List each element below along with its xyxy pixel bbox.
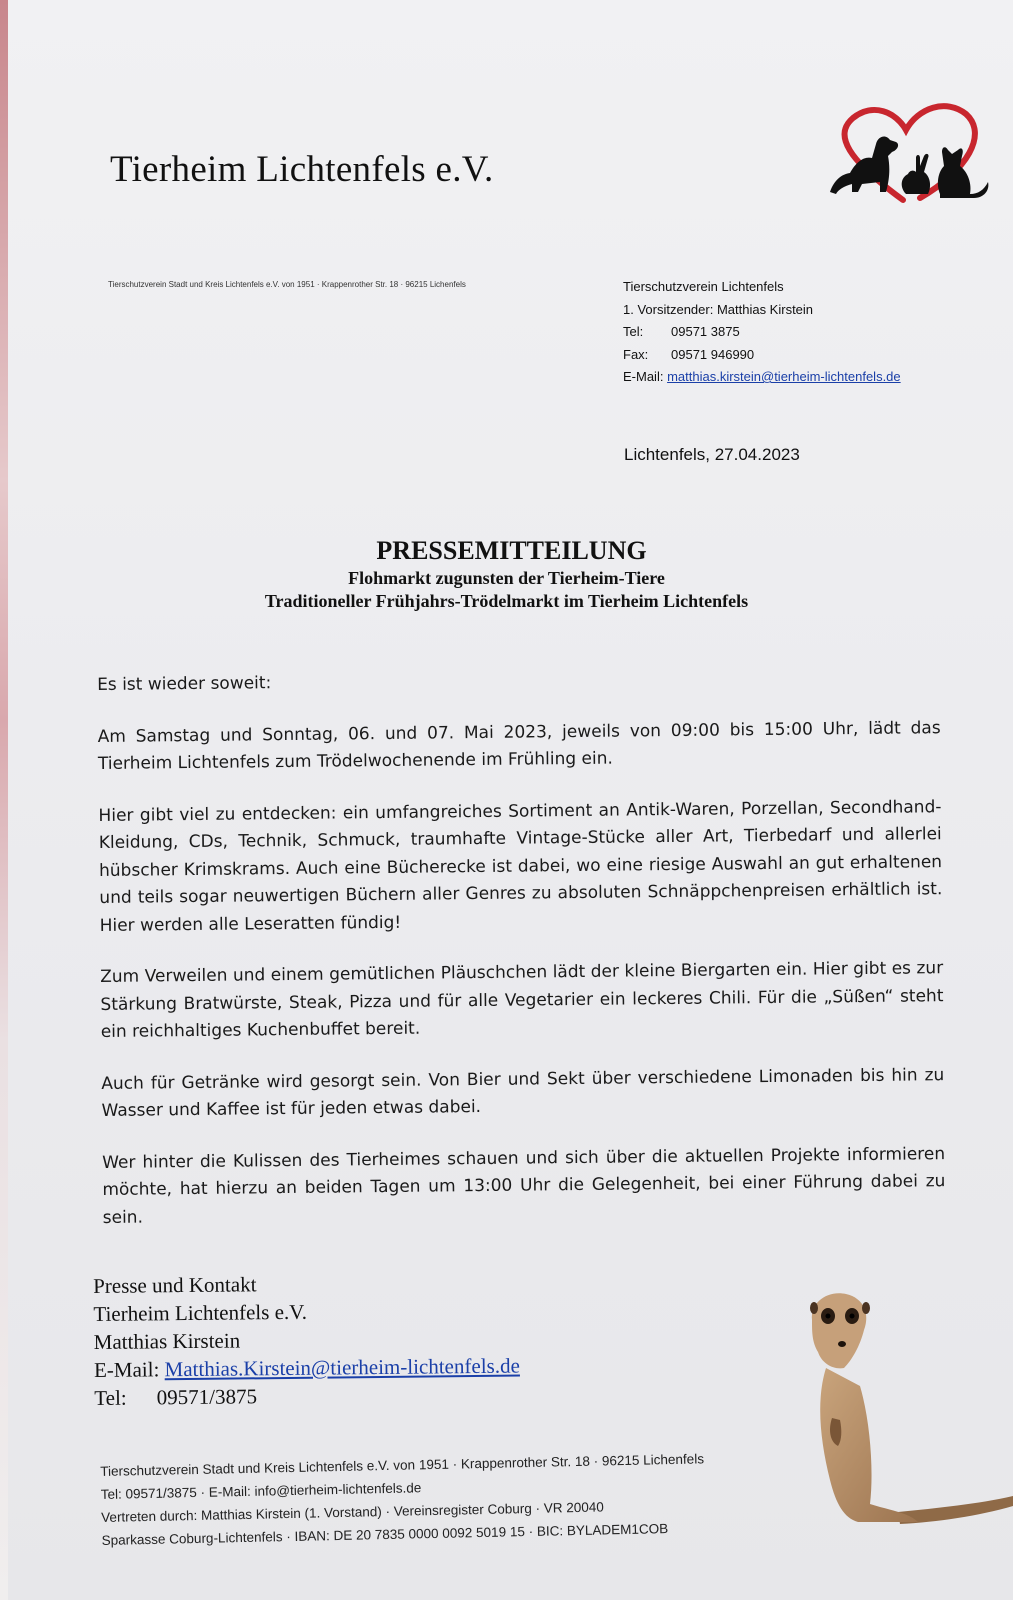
heart-with-dog-cat-rabbit-logo-icon	[828, 100, 998, 210]
paragraph: Am Samstag und Sonntag, 06. und 07. Mai 2023, jeweils von 09:00 bis 15:00 Uhr, lädt das Tierheim Lichtenfels zum Trödelwochenende im Frühling ein.	[97, 717, 941, 774]
org-title: Tierheim Lichtenfels e.V.	[110, 149, 494, 190]
contact-fax-row	[623, 344, 901, 367]
paragraph: Es ist wieder soweit:	[97, 673, 272, 695]
press-release-subtitle-2: Traditioneller Frühjahrs-Trödelmarkt im Tierheim Lichtenfels	[264, 591, 749, 611]
footer-line: Tierschutzverein Stadt und Kreis Lichtenfels e.V. von 1951 · Krappenrother Str. 18 · 96215 Lichenfels	[100, 1451, 705, 1479]
press-contact-org: Tierheim Lichtenfels e.V.	[93, 1299, 308, 1326]
contact-org: Tierschutzverein Lichtenfels	[623, 279, 784, 294]
tel-label: Tel:	[623, 324, 644, 339]
footer-line: Tel: 09571/3875 · E-Mail: info@tierheim-lichtenfels.de	[100, 1480, 422, 1502]
page-edge-shadow	[0, 0, 8, 1600]
contact-tel-row	[623, 321, 901, 344]
paragraph: Wer hinter die Kulissen des Tierheimes schauen und sich über die aktuellen Projekte informieren möchte, hat hierzu an beiden Tagen um 13:00 Uhr die Gelegenheit, bei einer Führung dabei zu sein.	[102, 1143, 946, 1228]
contact-email-row	[623, 366, 901, 389]
press-email-label: E-Mail:	[93, 1357, 160, 1382]
contact-block	[623, 276, 901, 389]
press-contact-email-row	[94, 1352, 520, 1384]
press-contact-heading: Presse und Kontakt	[93, 1272, 257, 1298]
footer-line: Sparkasse Coburg-Lichtenfels · IBAN: DE 20 7835 0000 0092 5019 15 · BIC: BYLADEM1COB	[101, 1521, 669, 1548]
paragraph: Zum Verweilen und einem gemütlichen Pläuschchen lädt der kleine Biergarten ein. Hier gibt es zur Stärkung Bratwürste, Steak, Pizza und für alle Vegetarier ein leckeres Chili. Für die „Süßen“ steht ein reichhaltiges Kuchenbuffet bereit.	[100, 958, 944, 1042]
tel-value: 09571 3875	[671, 324, 740, 339]
press-contact-block	[93, 1268, 520, 1412]
press-tel-value: 09571/3875	[156, 1384, 258, 1410]
footer-line: Vertreten durch: Matthias Kirstein (1. Vorstand) · Vereinsregister Coburg · VR 20040	[101, 1499, 605, 1525]
press-email-link[interactable]: Matthias.Kirstein@tierheim-lichtenfels.de	[164, 1353, 520, 1382]
paragraph: Auch für Getränke wird gesorgt sein. Von Bier und Sekt über verschiedene Limonaden bis hin zu Wasser und Kaffee ist für jeden etwas dabei.	[101, 1064, 945, 1121]
contact-chair: 1. Vorsitzender: Matthias Kirstein	[623, 301, 814, 317]
footer	[100, 1447, 706, 1552]
email-label: E-Mail:	[623, 369, 664, 384]
fax-label: Fax:	[623, 346, 649, 362]
meerkat-photo-icon	[808, 1290, 1013, 1540]
press-release-title: PRESSEMITTEILUNG	[376, 536, 647, 565]
paragraph: Hier gibt viel zu entdecken: ein umfangreiches Sortiment an Antik-Waren, Porzellan, Secondhand-Kleidung, CDs, Technik, Schmuck, traumhafte Vintage-Stücke aller Art, Tierbedarf und allerlei hübscher Krimskrams. Auch eine Bücherecke ist dabei, wo eine riesige Auswahl an gut erhaltenen und teils sogar neuwertigen Büchern aller Genres zu absoluten Schnäppchenpreisen erhältlich ist. Hier werden alle Leseratten fündig!	[98, 796, 943, 936]
body-text	[97, 663, 946, 1256]
sender-address-line: Tierschutzverein Stadt und Kreis Lichtenfels e.V. von 1951 · Krappenrother Str. 18 · 96215 Lichenfels	[108, 280, 466, 289]
contact-email-link[interactable]: matthias.kirstein@tierheim-lichtenfels.de	[667, 369, 901, 384]
fax-value: 09571 946990	[671, 346, 755, 362]
press-release-subtitle: Flohmarkt zugunsten der Tierheim-Tiere	[348, 568, 665, 588]
headline-block	[0, 536, 1013, 612]
press-tel-label: Tel:	[94, 1385, 127, 1410]
date-line: Lichtenfels, 27.04.2023	[624, 445, 800, 464]
press-contact-tel-row	[94, 1380, 520, 1412]
press-contact-name: Matthias Kirstein	[93, 1328, 241, 1354]
